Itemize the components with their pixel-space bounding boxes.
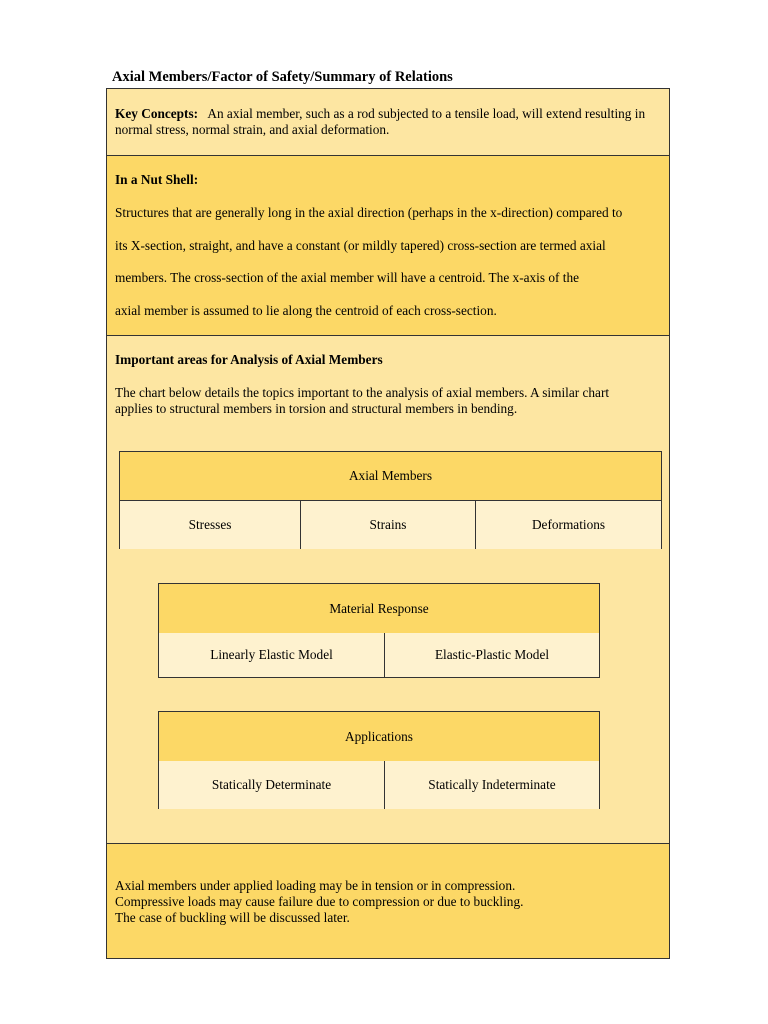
important-areas-panel bbox=[106, 335, 670, 843]
nut-shell-panel bbox=[106, 155, 670, 335]
important-heading: Important areas for Analysis of Axial Members bbox=[115, 352, 383, 367]
nut-shell-line-4: axial member is assumed to lie along the centroid of each cross-section. bbox=[115, 303, 497, 318]
key-concepts-text bbox=[115, 106, 659, 137]
elastic-plastic-cell: Elastic-Plastic Model bbox=[384, 633, 600, 678]
axial-members-header: Axial Members bbox=[119, 451, 662, 501]
key-concepts-body: An axial member, such as a rod subjected to a tensile load, will extend resulting in normal stress, normal strain, and axial deformation. bbox=[115, 106, 646, 137]
nut-shell-line-3: members. The cross-section of the axial member will have a centroid. The x-axis of the bbox=[115, 270, 580, 285]
buckling-note-panel bbox=[106, 843, 670, 959]
page-title: Axial Members/Factor of Safety/Summary of Relations bbox=[112, 69, 453, 85]
material-response-header: Material Response bbox=[158, 583, 600, 634]
linearly-elastic-cell: Linearly Elastic Model bbox=[158, 633, 384, 678]
stresses-cell: Stresses bbox=[119, 501, 300, 549]
footer-line-3: The case of buckling will be discussed later. bbox=[115, 910, 350, 925]
applications-header: Applications bbox=[158, 711, 600, 762]
statically-indeterminate-cell: Statically Indeterminate bbox=[384, 761, 600, 809]
important-line-2: applies to structural members in torsion and structural members in bending. bbox=[115, 401, 518, 416]
nut-shell-line-1: Structures that are generally long in the axial direction (perhaps in the x-direction) compared to bbox=[115, 205, 623, 220]
nut-shell-line-2: its X-section, straight, and have a constant (or mildly tapered) cross-section are termed axial bbox=[115, 238, 606, 253]
important-line-1: The chart below details the topics important to the analysis of axial members. A similar chart bbox=[115, 385, 610, 400]
nut-shell-heading: In a Nut Shell: bbox=[115, 172, 199, 187]
strains-cell: Strains bbox=[300, 501, 475, 549]
footer-line-2: Compressive loads may cause failure due to compression or due to buckling. bbox=[115, 894, 524, 909]
axial-members-chart bbox=[119, 451, 662, 551]
footer-line-1: Axial members under applied loading may be in tension or in compression. bbox=[115, 878, 516, 893]
key-concepts-panel bbox=[106, 88, 670, 155]
statically-determinate-cell: Statically Determinate bbox=[158, 761, 384, 809]
material-response-chart bbox=[158, 583, 600, 678]
key-concepts-label: Key Concepts: bbox=[115, 106, 199, 121]
deformations-cell: Deformations bbox=[475, 501, 662, 549]
applications-chart bbox=[158, 711, 600, 811]
